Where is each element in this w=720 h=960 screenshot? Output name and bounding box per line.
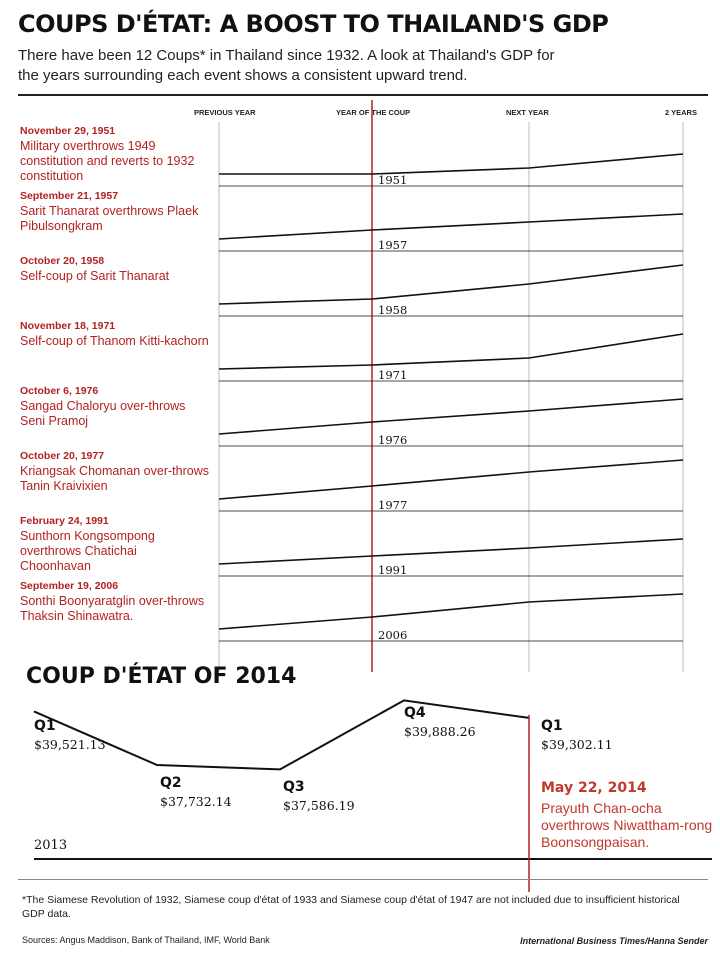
coup-date: November 18, 1971 xyxy=(20,320,116,332)
column-header-year-of-coup: YEAR OF THE COUP xyxy=(336,108,411,117)
column-header-next-year: NEXT YEAR xyxy=(506,108,549,117)
coup-2014-description: Prayuth Chan-ocha overthrows Niwattham-rong Boonsongpaisan. xyxy=(541,800,713,850)
footer-divider xyxy=(18,879,708,880)
coup-year-label: 1976 xyxy=(378,433,408,447)
q1-2013-value: $39,521.13 xyxy=(34,737,106,752)
coup-date: September 19, 2006 xyxy=(20,580,119,592)
q1-2014-value: $39,302.11 xyxy=(541,737,613,752)
sources: Sources: Angus Maddison, Bank of Thailand, IMF, World Bank xyxy=(22,935,270,945)
coup-date: September 21, 1957 xyxy=(20,190,119,202)
coup-description: Sangad Chaloryu over-throws Seni Pramoj xyxy=(20,399,186,428)
coup-2014-date: May 22, 2014 xyxy=(541,780,647,796)
q4-2013-label: Q4 xyxy=(404,705,426,721)
coup-year-label: 1957 xyxy=(378,238,408,252)
coup-year-label: 1977 xyxy=(378,498,408,512)
coup-date: October 6, 1976 xyxy=(20,385,99,397)
q3-2013-value: $37,586.19 xyxy=(283,798,355,813)
coup-description: Kriangsak Chomanan over-throws Tanin Kraivixien xyxy=(20,464,209,493)
page-title: COUPS D'ÉTAT: A BOOST TO THAILAND'S GDP xyxy=(18,10,609,38)
coup-date: October 20, 1958 xyxy=(20,255,105,267)
q2-2013-value: $37,732.14 xyxy=(160,794,232,809)
coup-date: October 20, 1977 xyxy=(20,450,105,462)
coup-year-label: 2006 xyxy=(378,628,408,642)
coup-year-label: 1951 xyxy=(378,173,408,187)
coup-year-label: 1991 xyxy=(378,563,408,577)
column-header-previous-year: PREVIOUS YEAR xyxy=(194,108,256,117)
coup-description: Sunthorn Kongsompong overthrows Chatichai Choonhavan xyxy=(20,529,155,573)
coup-description: Military overthrows 1949 constitution and reverts to 1932 constitution xyxy=(20,139,195,183)
year-2013-label: 2013 xyxy=(34,838,68,853)
coup-date: February 24, 1991 xyxy=(20,515,109,527)
q1-2014-label: Q1 xyxy=(541,718,563,734)
q4-2013-value: $39,888.26 xyxy=(404,724,476,739)
footnote: *The Siamese Revolution of 1932, Siamese coup d'état of 1933 and Siamese coup d'état of 1947 are not included due to insufficient historical GDP data. xyxy=(22,894,680,920)
column-header-2-years: 2 YEARS xyxy=(665,108,697,117)
page-subtitle: There have been 12 Coups* in Thailand since 1932. A look at Thailand's GDP for the years surrounding each event shows a consistent upward trend. xyxy=(18,47,555,84)
coup-year-label: 1971 xyxy=(378,368,408,382)
credit: International Business Times/Hanna Sender xyxy=(520,936,708,946)
coup-year-label: 1958 xyxy=(378,303,408,317)
coup-description: Sonthi Boonyaratglin over-throws Thaksin Shinawatra. xyxy=(20,594,205,623)
coup-description: Self-coup of Thanom Kitti-kachorn xyxy=(20,334,209,348)
coup-description: Self-coup of Sarit Thanarat xyxy=(20,269,170,283)
q2-2013-label: Q2 xyxy=(160,775,182,791)
coup-description: Sarit Thanarat overthrows Plaek Pibulsongkram xyxy=(20,204,199,233)
q1-2013-label: Q1 xyxy=(34,718,56,734)
coup-date: November 29, 1951 xyxy=(20,125,116,137)
q3-2013-label: Q3 xyxy=(283,779,305,795)
section-title-2014: COUP D'ÉTAT OF 2014 xyxy=(26,664,297,689)
